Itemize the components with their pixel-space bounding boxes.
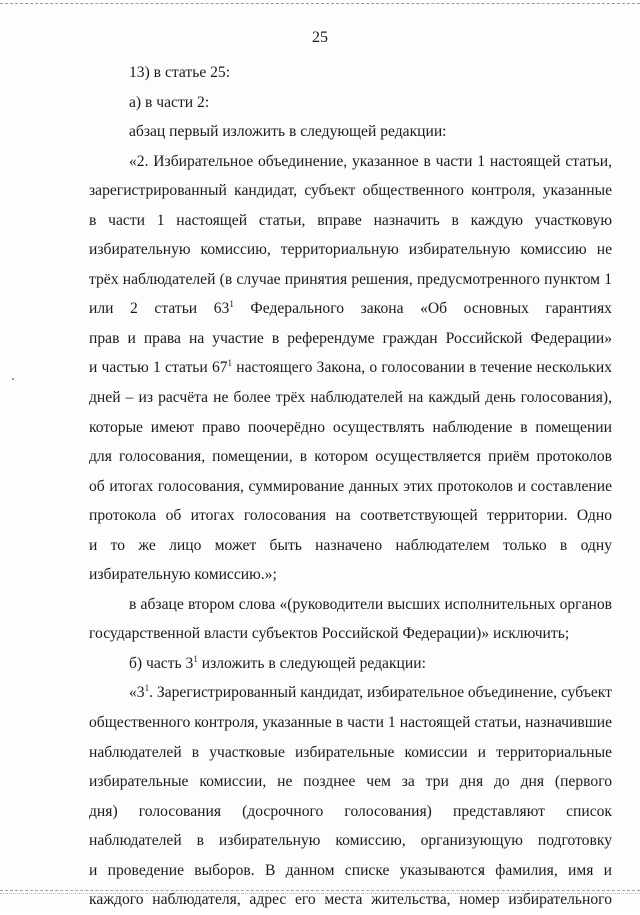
- text-segment: каждого наблюдателя, адрес его места жительства, номер избирательного: [89, 891, 612, 909]
- text-segment: в части 1 настоящей статьи, вправе назначить в каждую участковую: [89, 211, 612, 229]
- text-line: [89, 797, 612, 827]
- text-line: [89, 856, 612, 886]
- text-segment: а) в части 2:: [129, 93, 210, 111]
- text-segment: и проведение выборов. В данном списке указываются фамилия, имя и: [89, 861, 612, 879]
- text-line: [89, 265, 612, 295]
- text-line: [89, 176, 612, 206]
- text-segment: 13) в статье 25:: [129, 64, 231, 81]
- superscript-index: 1: [193, 653, 198, 664]
- text-segment: зарегистрированный кандидат, субъект общественного контроля, указанные: [89, 182, 612, 200]
- text-line: [89, 413, 612, 443]
- text-segment: или 2 статьи 63: [89, 300, 230, 318]
- text-line: [89, 442, 612, 472]
- text-line: [89, 826, 612, 856]
- text-segment: общественного контроля, указанные в части 1 настоящей статьи, назначившие: [89, 714, 612, 732]
- text-line: [89, 738, 612, 768]
- text-segment: избирательную комиссию, территориальную избирательную комиссию не: [89, 241, 612, 259]
- text-line: [89, 708, 612, 738]
- text-segment: трёх наблюдателей (в случае принятия решения, предусмотренного пунктом 1: [89, 270, 612, 288]
- text-segment: избирательную комиссию.»;: [89, 566, 277, 584]
- text-line: [89, 88, 612, 118]
- text-segment: дня) голосования (досрочного голосования) представляют список: [89, 802, 612, 820]
- text-segment: и то же лицо может быть назначено наблюдателем только в одну: [89, 536, 612, 554]
- text-segment: . Зарегистрированный кандидат, избирательное объединение, субъект: [149, 684, 612, 702]
- text-segment: прав и права на участие в референдуме граждан Российской Федерации»: [89, 329, 612, 347]
- text-line: [89, 472, 612, 502]
- text-segment: в абзаце втором слова «(руководители высших исполнительных органов: [129, 595, 612, 613]
- text-segment: избирательные комиссии, не позднее чем за три дня до дня (первого: [89, 773, 612, 791]
- superscript-index: 1: [144, 683, 150, 694]
- text-line: [89, 501, 612, 531]
- text-segment: протокола об итогах голосования на соответствующей территории. Одно: [89, 507, 612, 525]
- text-segment: б) часть 3: [129, 654, 194, 672]
- text-line: [89, 560, 612, 590]
- text-line: [89, 58, 612, 88]
- text-line: [89, 294, 612, 324]
- text-segment: наблюдателей в участковые избирательные комиссии и территориальные: [89, 743, 612, 761]
- text-line: [89, 383, 612, 413]
- text-line: [89, 531, 612, 561]
- document-body: [89, 58, 612, 915]
- superscript-index: 1: [229, 299, 234, 310]
- text-line: [89, 678, 612, 708]
- superscript-index: 1: [227, 358, 233, 369]
- text-line: [89, 353, 612, 383]
- text-segment: которые имеют право поочерёдно осуществлять наблюдение в помещении: [89, 418, 612, 436]
- text-segment: государственной власти субъектов Российской Федерации)» исключить;: [89, 625, 570, 643]
- text-line: [89, 206, 612, 236]
- text-segment: абзац первый изложить в следующей редакции:: [129, 123, 447, 141]
- text-segment: изложить в следующей редакции:: [197, 654, 426, 672]
- text-segment: дней – из расчёта не более трёх наблюдателей на каждый день голосования),: [89, 389, 612, 407]
- text-line: [89, 147, 612, 177]
- text-segment: и частью 1 статьи 67: [89, 359, 228, 377]
- text-segment: для голосования, помещении, в котором осуществляется приём протоколов: [89, 448, 612, 466]
- text-segment: «2. Избирательное объединение, указанное в части 1 настоящей статьи,: [129, 152, 612, 170]
- text-line: [89, 235, 612, 265]
- scan-edge-top: [0, 3, 640, 4]
- text-segment: настоящего Закона, о голосовании в течение нескольких: [232, 359, 612, 377]
- text-line: [89, 885, 612, 915]
- text-segment: «3: [129, 684, 145, 702]
- text-segment: об итогах голосования, суммирование данных этих протоколов и составление: [89, 477, 612, 495]
- text-line: [89, 767, 612, 797]
- text-line: [89, 324, 612, 354]
- text-line: [89, 117, 612, 147]
- text-line: [89, 619, 612, 649]
- text-line: [89, 649, 612, 679]
- text-segment: наблюдателей в избирательную комиссию, организующую подготовку: [89, 832, 612, 850]
- scan-speck: [12, 378, 14, 380]
- page-number: 25: [312, 29, 328, 46]
- text-segment: Федерального закона «Об основных гарантиях: [250, 300, 612, 318]
- text-line: [89, 590, 612, 620]
